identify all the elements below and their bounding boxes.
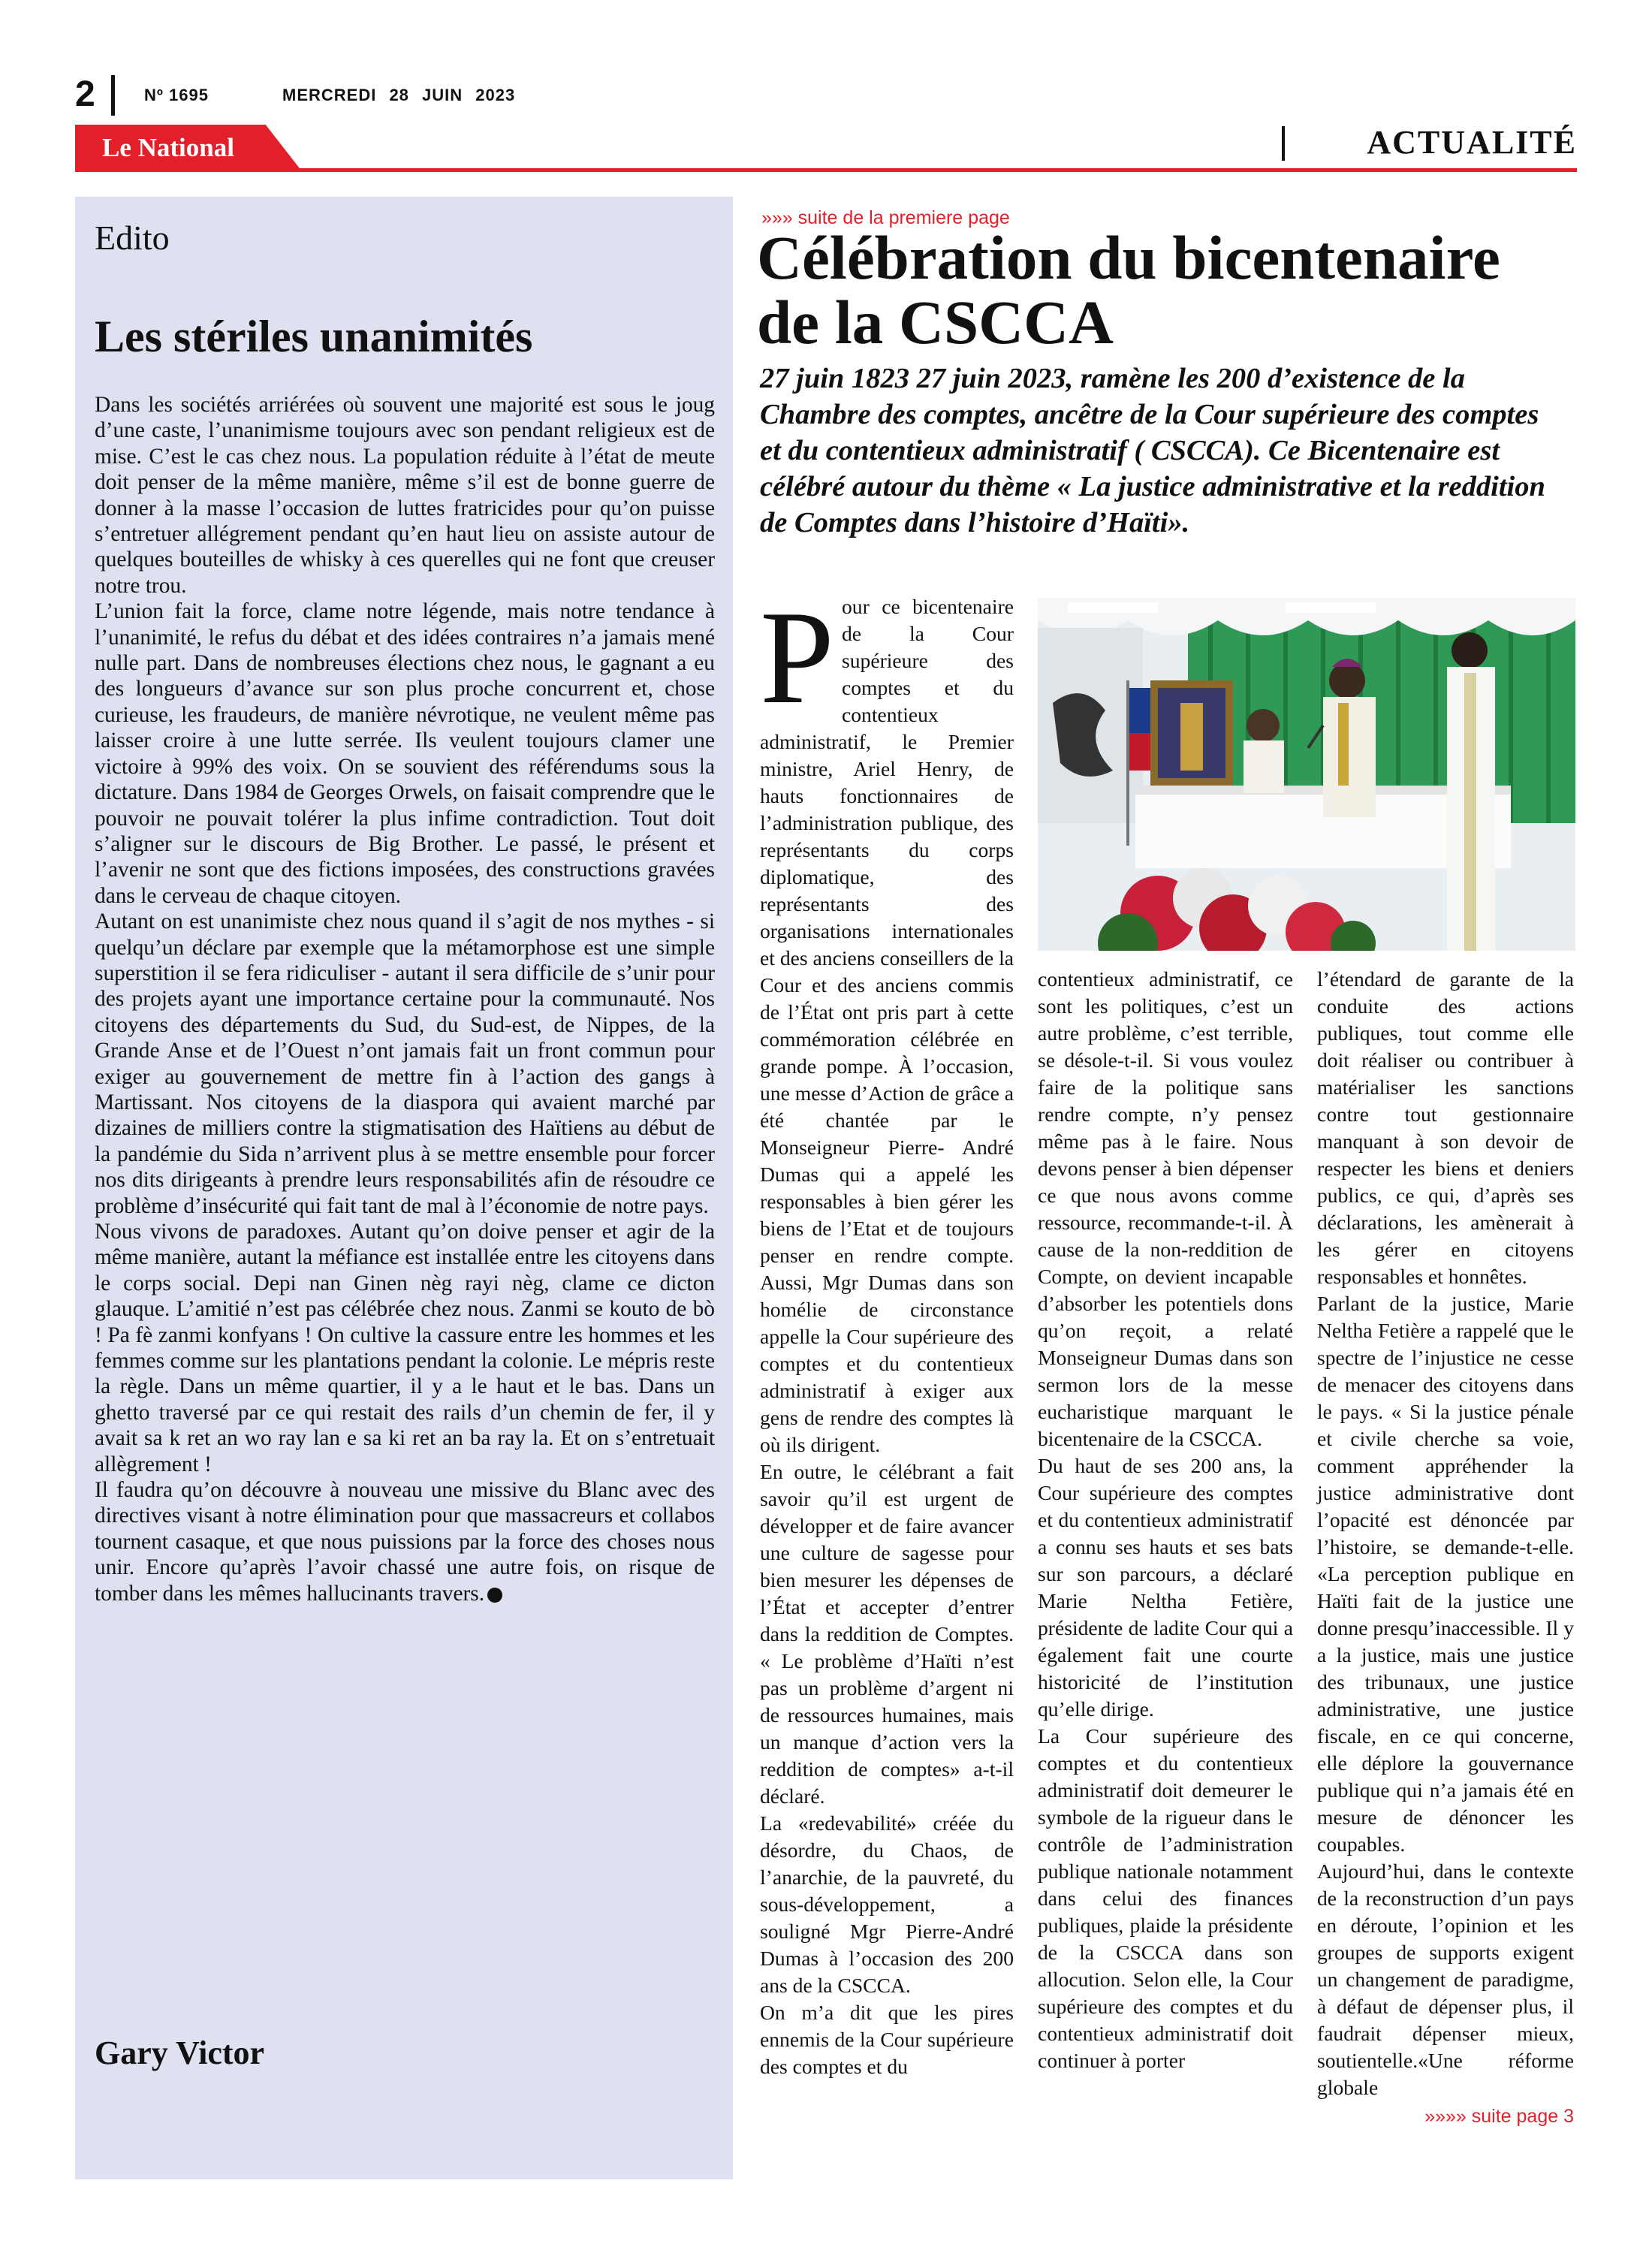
page-number: 2 <box>75 74 95 114</box>
ceremony-photo <box>1038 598 1575 951</box>
section-title: ACTUALITÉ <box>1367 124 1577 161</box>
section-divider <box>1282 126 1285 161</box>
edito-author: Gary Victor <box>95 2034 265 2071</box>
article-paragraph: La «redevabilité» créée du désordre, du Chaos, de l’anarchie, de la pauvreté, du sous-développement, a souligné Mgr Pierre-André Dumas à l’occasion des 200 ans de la CSCCA. <box>760 1811 1014 1997</box>
edito-paragraph: Autant on est unanimiste chez nous quand il s’agit de nos mythes - si quelqu’un déclare par exemple que la métamorphose est une simple superstition il se fera ridiculiser - autant il sera difficile de s’unir pour des projets ayant une importance certaine pour la communauté. Nos citoyens des départements du Sud, du Sud-est, de Nippes, de la Grande Anse et de l’Ouest n’ont jamais fait un front commun pour exiger au gouvernement de mettre fin à l’action des gangs à Martissant. Nos citoyens de la diaspora qui avaient marché par dizaines de milliers contre la stigmatisation des Haïtiens au début de la pandémie du Sida n’arrivent plus à se mettre ensemble pour forcer nos dits dirigeants à prendre leurs responsabilités afin de résoudre ce problème d’insécurité qui fait tant de mal à l’économie de notre pays. <box>95 909 715 1218</box>
article-paragraph: On m’a dit que les pires ennemis de la Cour supérieure des comptes et du <box>760 2001 1014 2078</box>
edito-kicker: Edito <box>95 219 170 257</box>
continued-to-link[interactable]: »»»» suite page 3 <box>1424 2106 1574 2127</box>
article-paragraph: our ce bicentenaire de la Cour supérieure des comptes et du contentieux administratif, le Premier ministre, Ariel Henry, de hauts fonctionnaires de l’administration publique, des représentants du corps diplomatique, des représentants des organisations internationales et des anciens conseillers de la Cour et des anciens commis de l’État ont pris part à cette commémoration célébrée en grande pompe. À l’occasion, une messe d’Action de grâce a été chantée par le Monseigneur Pierre- André Dumas qui a appelé les responsables à bien gérer les biens de l’Etat et de toujours penser en rendre compte. Aussi, Mgr Dumas dans son homélie de circonstance appelle la Cour supérieure des comptes et du contentieux administratif à exiger aux gens de rendre des comptes là où ils dirigent. <box>760 595 1014 1456</box>
end-mark-icon <box>487 1588 502 1603</box>
article-paragraph: Du haut de ses 200 ans, la Cour supérieure des comptes et du contentieux administratif a connu ses hauts et ses bats sur son parcours, a déclaré Marie Neltha Fetière, présidente de ladite Cour qui a également fait une courte historicité de l’institution qu’elle dirige. <box>1038 1454 1293 1721</box>
newspaper-brand: Le National <box>102 133 234 162</box>
page-header <box>75 74 1577 116</box>
article-column-3 <box>1317 966 1574 2101</box>
edito-paragraph-text: Il faudra qu’on découvre à nouveau une missive du Blanc avec des directives visant à notre élimination pour que massacreurs et collabos tournent casaque, et que nous puissions par la force des choses nous unir. Encore qu’après l’avoir chassé une autre fois, on risque de tomber dans les mêmes hallucinants travers. <box>95 1478 715 1606</box>
edito-body <box>95 392 715 1606</box>
article-lead: 27 juin 1823 27 juin 2023, ramène les 200 d’existence de la Chambre des comptes, ancêtre de la Cour supérieure des comptes et du contentieux administratif ( CSCCA). Ce Bicentenaire est célébré autour du thème « La justice administrative et la reddition de Comptes dans l’histoire d’Haïti». <box>760 363 1545 538</box>
article-title: Célébration du bicentenaire de la CSCCA <box>757 223 1500 357</box>
issue-number: Nº 1695 <box>144 86 209 104</box>
article-paragraph: contentieux administratif, ce sont les politiques, c’est un autre problème, c’est terrible, se désole-t-il. Si vous voulez faire de la politique sans rendre compte, n’y pensez même pas à le faire. Nous devons penser à bien dépenser ce que nous avons comme ressource, recommande-t-il. À cause de la non-reddition de Compte, on devient incapable d’absorber les potentiels dons qu’on reçoit, a relaté Monseigneur Dumas dans son sermon lors de la messe eucharistique marquant le bicentenaire de la CSCCA. <box>1038 967 1293 1450</box>
edito-paragraph: Nous vivons de paradoxes. Autant qu’on doive penser et agir de la même manière, autant la méfiance est installée entre les citoyens dans le corps social. Depi nan Ginen nèg rayi nèg, clame ce dicton glauque. L’amitié n’est pas célébrée chez nous. Zanmi se kouto de bò ! Pa fè zanmi konfyans ! On cultive la cassure entre les hommes et les femmes comme sur les plantations pendant la colonie. Le mépris reste la règle. Dans un même quartier, il y a le haut et le bas. Dans un ghetto traversé par ce qui restait des rails d’un chemin de fer, il y avait sa k ret an wo ray lan e sa ki ret an ba ray la. Et on s’entretuait allègrement ! <box>95 1220 715 1476</box>
article-paragraph: l’étendard de garante de la conduite des actions publiques, tout comme elle doit réaliser ou contribuer à matérialiser les sanctions contre tout gestionnaire manquant à son devoir de respecter les biens et deniers publics, ce qui, d’après ses déclarations, les amènerait à les gérer en citoyens responsables et honnêtes. <box>1317 967 1574 1288</box>
article-column-2 <box>1038 966 1293 2074</box>
article-paragraph: En outre, le célébrant a fait savoir qu’il est urgent de développer et de faire avancer une culture de sagesse pour bien mesurer les dépenses de l’État et accepter d’entrer dans la reddition de Comptes. « Le problème d’Haïti n’est pas un problème d’argent ni de ressources humaines, mais un manque d’action vers la reddition de comptes» a-t-il déclaré. <box>760 1460 1014 1808</box>
header-rule <box>75 168 1577 172</box>
continued-from: »»» suite de la premiere page <box>761 207 1010 228</box>
edito-title: Les stériles unanimités <box>95 312 533 361</box>
article-paragraph: Aujourd’hui, dans le contexte de la reconstruction d’un pays en déroute, l’opinion et les groupes de supports exigent un changement de paradigme, à défaut de dépenser plus, il faudrait dépenser mieux, soutientelle.«Une réforme globale <box>1317 1859 1574 2099</box>
header-divider <box>111 75 115 116</box>
edito-paragraph: Dans les sociétés arriérées où souvent une majorité est sous le joug d’une caste, l’unanimisme toujours avec son pendant religieux est de mise. C’est le cas chez nous. La population réduite à l’état de meute doit penser de la même manière, même s’il est de bonne guerre de donner à la masse l’occasion de luttes fratricides pour qu’on puisse s’entretuer allégrement pendant qu’en haut lieu on assiste autour de quelques bouteilles de whisky à ces querelles qui ne font que creuser notre trou. <box>95 393 715 598</box>
article-paragraph: Parlant de la justice, Marie Neltha Fetière a rappelé que le spectre de l’injustice ne cesse de menacer des citoyens dans le pays. « Si la justice pénale et civile cherche sa voie, comment appréhender la justice administrative dont l’opacité est dénoncée par l’histoire, se demande-t-elle. «La perception publique en Haïti fait de la justice une donne presqu’inaccessible. Il y a la justice, mais une justice des tribunaux, une justice administrative, une justice fiscale, en ce qui concerne, elle déplore la gouvernance publique qui n’a jamais été en mesure de dénoncer les coupables. <box>1317 1292 1574 1856</box>
edito-paragraph: L’union fait la force, clame notre légende, mais notre tendance à l’unanimité, le refus du débat et des idées contraires n’a jamais mené nulle part. Dans de nombreuses élections chez nous, le gagnant a eu des longueurs d’avance sur son plus proche concurrent et, chose curieuse, les fraudeurs, de manière névrotique, ne veulent même pas laisser croire à une lutte serrée. Ils veulent toujours clamer une victoire à 99% des voix. On se souvient des référendums sous la dictature. Dans 1984 de Georges Orwels, on faisait comprendre que le pouvoir ne pouvait tolérer la plus infime contradiction. Tout doit s’aligner sur le discours de Big Brother. Le passé, le présent et l’avenir ne sont que des fictions imposées, des constructions gravées dans le cerveau de chaque citoyen. <box>95 599 715 908</box>
drop-cap: P <box>760 583 834 731</box>
publication-date: MERCREDI 28 JUIN 2023 <box>282 86 516 104</box>
article-paragraph: La Cour supérieure des comptes et du contentieux administratif doit demeurer le symbole de la rigueur dans le contrôle de l’administration publique nationale notamment dans celui des finances publiques, plaide la présidente de la CSCCA dans son allocution. Selon elle, la Cour supérieure des comptes et du contentieux administratif doit continuer à porter <box>1038 1724 1293 2072</box>
article-column-1 <box>760 583 1014 2080</box>
edito-paragraph-last <box>95 1477 715 1606</box>
